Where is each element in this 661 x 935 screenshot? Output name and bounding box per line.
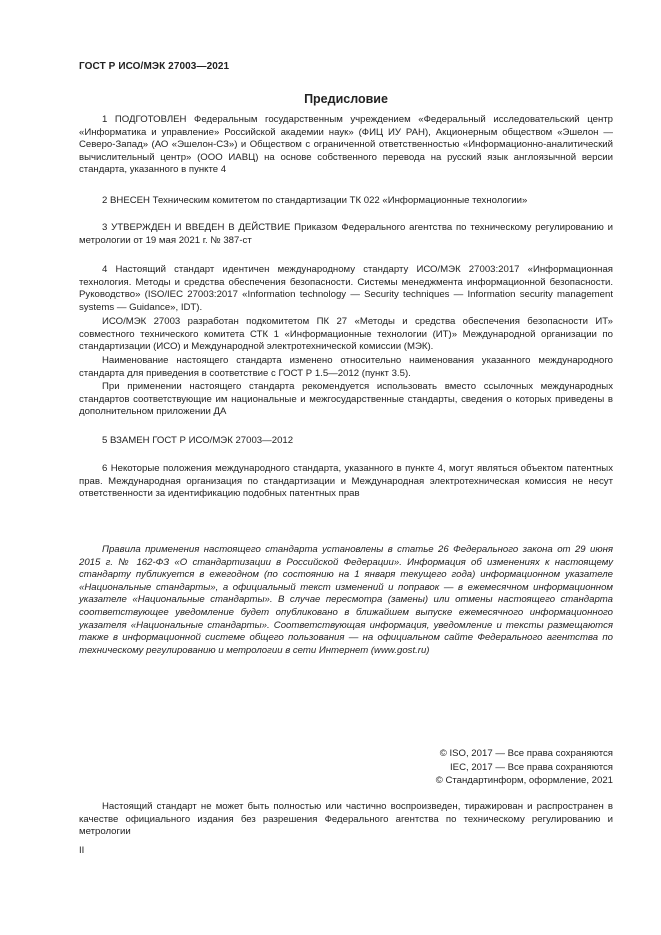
rules-notice: Правила применения настоящего стандарта установлены в статье 26 Федерального закона от 29 июня 2015 г. № 162-ФЗ «О стандартизации в Российской Федерации». Информация об изменениях к настоящему стандарту публикуется в ежегодном (по состоянию на 1 января текущего года) информационном указателе «Национальные стандарты», а официальный текст изменений и поправок — в ежемесячном информационном указателе «Национальные стандарты». В случае пересмотра (замены) или отмены настоящего стандарта соответствующее уведомление будет опубликовано в ближайшем выпуске ежемесячного информационного указателя «Национальные стандарты». Соответствующая информация, уведомление и тексты размещаются также в информационной системе общего пользования — на официальном сайте Федерального агентства по техническому регулированию и метрологии в сети Интернет (www.gost.ru) <box>79 544 613 656</box>
paragraph-prepared-by: 1 ПОДГОТОВЛЕН Федеральным государственным учреждением «Федеральный исследовательский центр «Информатика и управление» Российской академии наук» (ФИЦ ИУ РАН), Акционерным обществом «Эшелон — Северо-Запад» (АО «Эшелон-СЗ») и Обществом с ограниченной ответственностью «Информационно-аналитический вычислительный центр» (ООО ИАВЦ) на основе собственного перевода на русский язык англоязычной версии стандарта, указанного в пункте 4 <box>79 114 613 176</box>
copyright-iec: IEC, 2017 — Все права сохраняются <box>450 761 613 773</box>
page-number: II <box>79 845 85 856</box>
paragraph-replaces: 5 ВЗАМЕН ГОСТ Р ИСО/МЭК 27003—2012 <box>102 435 294 446</box>
paragraph-introduced-by: 2 ВНЕСЕН Техническим комитетом по стандартизации ТК 022 «Информационные технологии» <box>102 195 528 206</box>
copyright-standartinform: © Стандартинформ, оформление, 2021 <box>435 775 613 787</box>
document-code-header: ГОСТ Р ИСО/МЭК 27003—2021 <box>79 61 230 72</box>
reproduction-notice: Настоящий стандарт не может быть полностью или частично воспроизведен, тиражирован и распространен в качестве официального издания без разрешения Федерального агентства по техническому регулированию и метрологии <box>79 801 613 838</box>
paragraph-developed-by: ИСО/МЭК 27003 разработан подкомитетом ПК 27 «Методы и средства обеспечения безопасности ИТ» совместного технического комитета СТК 1 «Информационные технологии (ИТ)» Международной организации по стандартизации (ИСО) и Международной электротехнической комиссии (МЭК). <box>79 316 613 353</box>
copyright-block <box>436 747 613 788</box>
page-title: Предисловие <box>304 92 388 106</box>
paragraph-application-note: При применении настоящего стандарта рекомендуется использовать вместо ссылочных международных стандартов соответствующие им национальные и межгосударственные стандарты, сведения о которых приведены в дополнительном приложении ДА <box>79 381 613 418</box>
copyright-iso: © ISO, 2017 — Все права сохраняются <box>439 748 613 759</box>
paragraph-name-changed: Наименование настоящего стандарта изменено относительно наименования указанного международного стандарта для приведения в соответствие с ГОСТ Р 1.5—2012 (пункт 3.5). <box>79 355 613 379</box>
paragraph-approved: 3 УТВЕРЖДЕН И ВВЕДЕН В ДЕЙСТВИЕ Приказом Федерального агентства по техническому регулированию и метрологии от 19 мая 2021 г. № 387-ст <box>79 222 613 246</box>
paragraph-identical-standard: 4 Настоящий стандарт идентичен международному стандарту ИСО/МЭК 27003:2017 «Информационная технология. Методы и средства обеспечения безопасности. Системы менеджмента информационной безопасности. Руководство» (ISO/IEC 27003:2017 «Information technology — Security techniques — Information security management systems — Guidance», IDT). <box>79 264 613 313</box>
paragraph-patent-rights: 6 Некоторые положения международного стандарта, указанного в пункте 4, могут являться объектом патентных прав. Международная организация по стандартизации и Международная электротехническая комиссия не несут ответственности за идентификацию подобных патентных прав <box>79 463 613 500</box>
